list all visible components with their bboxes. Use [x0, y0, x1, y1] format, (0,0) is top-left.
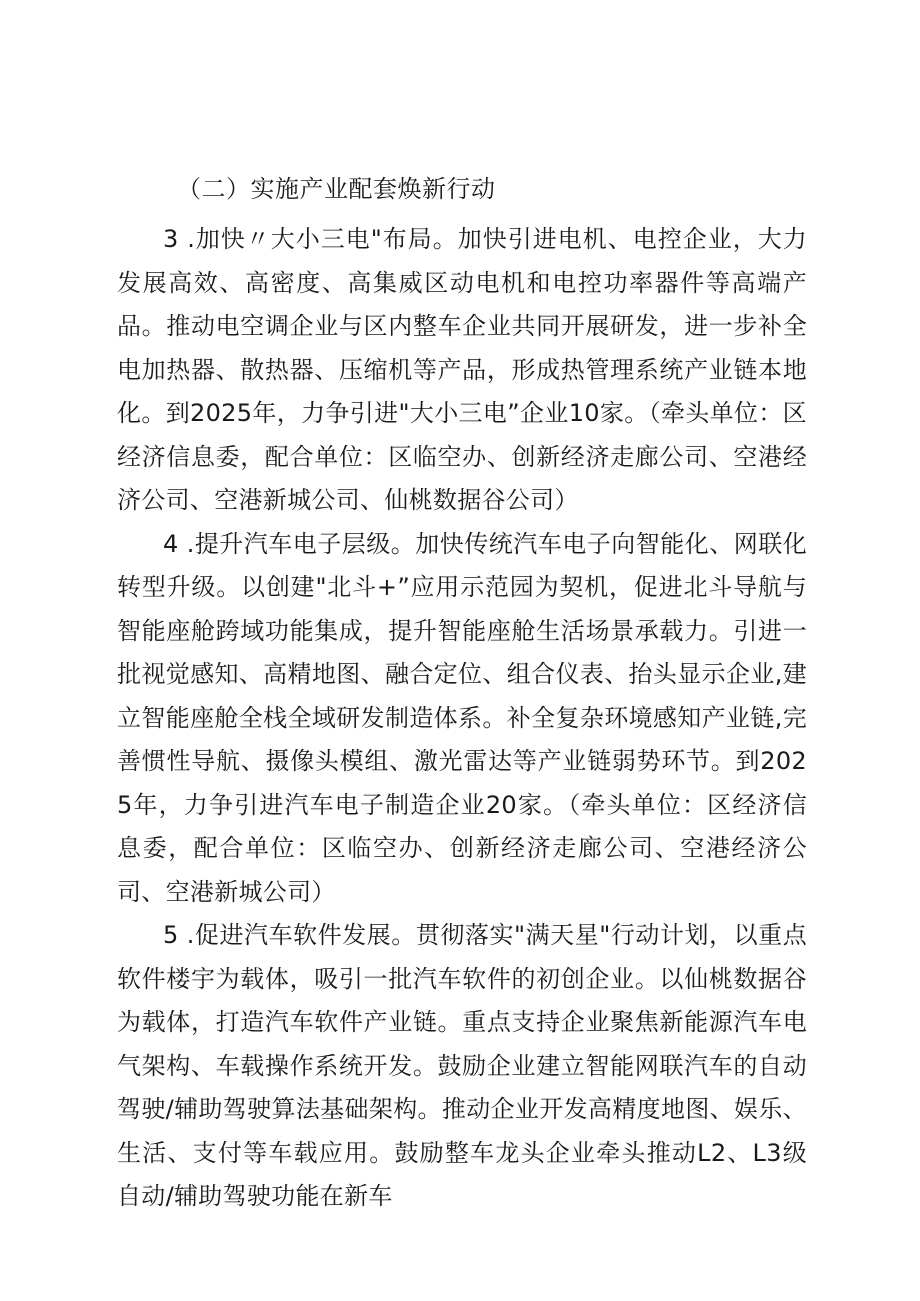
- paragraph-item-4: 4 .提升汽车电子层级。加快传统汽车电子向智能化、网联化转型升级。以创建"北斗+”应用示范园为契机，促进北斗导航与智能座舱跨域功能集成，提升智能座舱生活场景承载力。引进一批视觉感知、高精地图、融合定位、组合仪表、抬头显示企业,建立智能座舱全栈全域研发制造体系。补全复杂环境感知产业链,完善惯性导航、摄像头模组、激光雷达等产业链弱势环节。到2025年，力争引进汽车电子制造企业20家。（牵头单位：区经济信息委，配合单位：区临空办、创新经济走廊公司、空港经济公司、空港新城公司）: [117, 529, 807, 906]
- paragraph-item-3: 3 .加快〃大小三电"布局。加快引进电机、电控企业，大力发展高效、高密度、高集威区动电机和电控功率器件等高端产品。推动电空调企业与区内整车企业共同开展研发，进一步补全电加热器、散热器、压缩机等产品，形成热管理系统产业链本地化。到2025年，力争引进"大小三电”企业10家。（牵头单位：区经济信息委，配合单位：区临空办、创新经济走廊公司、空港经济公司、空港新城公司、仙桃数据谷公司）: [117, 225, 807, 514]
- document-body: [117, 170, 807, 1219]
- section-heading: （二）实施产业配套焕新行动: [177, 175, 496, 203]
- paragraph-item-5: 5 .促进汽车软件发展。贯彻落实"满天星"行动计划，以重点软件楼宇为载体，吸引一批汽车软件的初创企业。以仙桃数据谷为载体，打造汽车软件产业链。重点支持企业聚焦新能源汽车电气架构、车载操作系统开发。鼓励企业建立智能网联汽车的自动驾驶/辅助驾驶算法基础架构。推动企业开发高精度地图、娱乐、生活、支付等车载应用。鼓励整车龙头企业牵头推动L2、L3级自动/辅助驾驶功能在新车: [117, 921, 807, 1210]
